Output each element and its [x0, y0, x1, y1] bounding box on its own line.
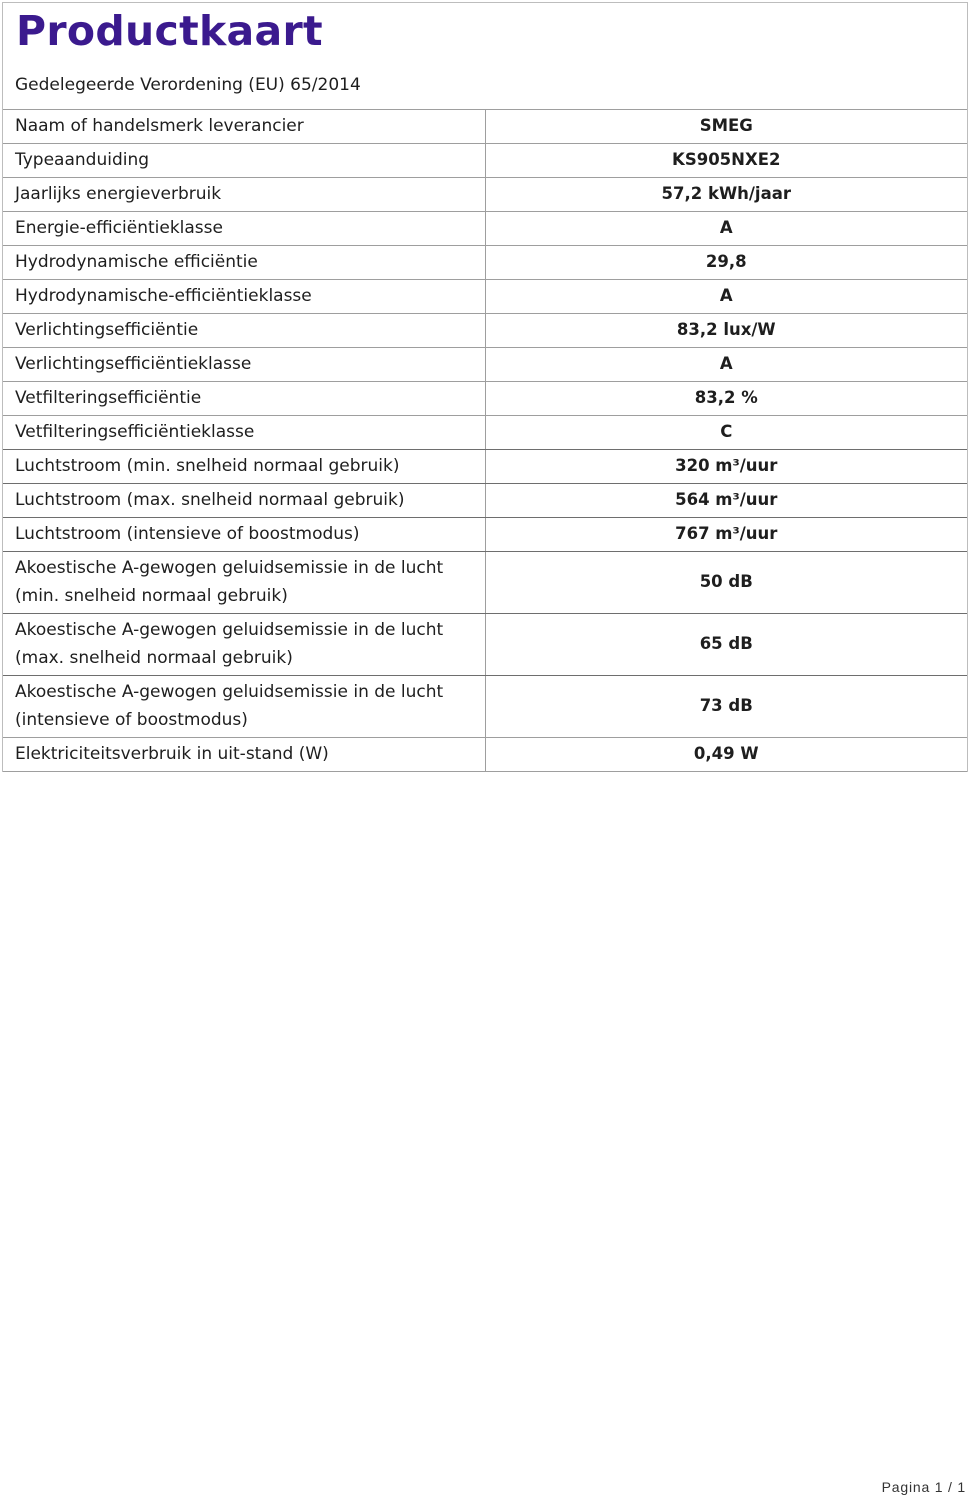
- row-value: 73 dB: [485, 676, 967, 738]
- table-row: [3, 676, 967, 738]
- table-row: [3, 484, 967, 518]
- table-row: [3, 280, 967, 314]
- table-row: [3, 212, 967, 246]
- row-value: KS905NXE2: [485, 144, 967, 178]
- row-label: Hydrodynamische-efficiëntieklasse: [3, 280, 485, 314]
- spec-table: [3, 110, 967, 772]
- row-label: Luchtstroom (min. snelheid normaal gebruik): [3, 450, 485, 484]
- table-row: [3, 110, 967, 144]
- row-label: Elektriciteitsverbruik in uit-stand (W): [3, 738, 485, 772]
- row-label: Vetfilteringsefficiëntieklasse: [3, 416, 485, 450]
- row-value: SMEG: [485, 110, 967, 144]
- table-row: [3, 178, 967, 212]
- table-row: [3, 416, 967, 450]
- regulation-subtitle: Gedelegeerde Verordening (EU) 65/2014: [15, 75, 361, 95]
- table-row: [3, 450, 967, 484]
- row-value: A: [485, 212, 967, 246]
- row-value: 564 m³/uur: [485, 484, 967, 518]
- table-row: [3, 382, 967, 416]
- row-label: Luchtstroom (max. snelheid normaal gebruik): [3, 484, 485, 518]
- row-value: A: [485, 348, 967, 382]
- table-row: [3, 614, 967, 676]
- table-row: [3, 314, 967, 348]
- table-row: [3, 552, 967, 614]
- row-value: 83,2 %: [485, 382, 967, 416]
- table-row: [3, 246, 967, 280]
- row-label: Vetfilteringsefficiëntie: [3, 382, 485, 416]
- row-value: 65 dB: [485, 614, 967, 676]
- row-label: Akoestische A-gewogen geluidsemissie in de lucht (min. snelheid normaal gebruik): [3, 552, 485, 614]
- row-label: Energie-efficiëntieklasse: [3, 212, 485, 246]
- page-title: Productkaart: [16, 7, 323, 55]
- row-value: 57,2 kWh/jaar: [485, 178, 967, 212]
- table-row: [3, 518, 967, 552]
- table-row: [3, 738, 967, 772]
- table-row: [3, 144, 967, 178]
- row-label: Verlichtingsefficiëntie: [3, 314, 485, 348]
- row-label: Verlichtingsefficiëntieklasse: [3, 348, 485, 382]
- row-label: Hydrodynamische efficiëntie: [3, 246, 485, 280]
- row-value: 320 m³/uur: [485, 450, 967, 484]
- row-label: Naam of handelsmerk leverancier: [3, 110, 485, 144]
- card-header: [3, 3, 967, 110]
- row-value: 83,2 lux/W: [485, 314, 967, 348]
- row-label: Akoestische A-gewogen geluidsemissie in de lucht (max. snelheid normaal gebruik): [3, 614, 485, 676]
- row-label: Luchtstroom (intensieve of boostmodus): [3, 518, 485, 552]
- row-value: C: [485, 416, 967, 450]
- page-number: Pagina 1 / 1: [881, 1479, 966, 1495]
- row-label: Typeaanduiding: [3, 144, 485, 178]
- row-value: 767 m³/uur: [485, 518, 967, 552]
- row-value: A: [485, 280, 967, 314]
- row-value: 50 dB: [485, 552, 967, 614]
- row-label: Jaarlijks energieverbruik: [3, 178, 485, 212]
- row-value: 29,8: [485, 246, 967, 280]
- table-row: [3, 348, 967, 382]
- row-value: 0,49 W: [485, 738, 967, 772]
- product-card: [2, 2, 968, 772]
- row-label: Akoestische A-gewogen geluidsemissie in de lucht (intensieve of boostmodus): [3, 676, 485, 738]
